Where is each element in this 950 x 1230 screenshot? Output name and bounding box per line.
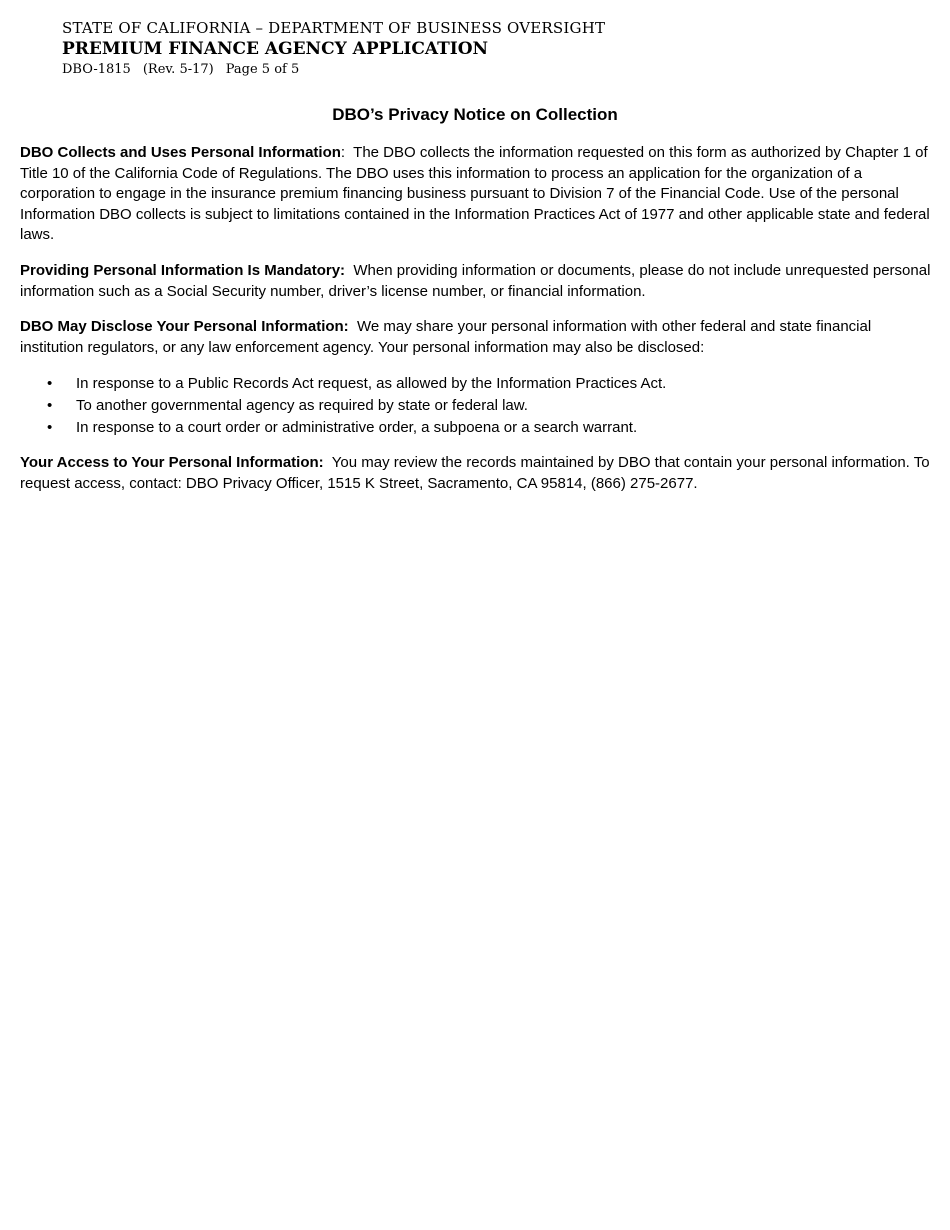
list-item bbox=[20, 373, 932, 395]
agency-name: STATE OF CALIFORNIA – DEPARTMENT OF BUSINESS OVERSIGHT bbox=[62, 19, 606, 37]
notice-content bbox=[20, 143, 932, 510]
list-item-text: In response to a Public Records Act request, as allowed by the Information Practices Act. bbox=[76, 375, 667, 393]
section-body: The DBO collects the information requested on this form as authorized by Chapter 1 of Title 10 of the California Code of Regulations. The DBO uses this information to process an application for the organization of a corporation to engage in the insurance premium financing business pursuant to Division 7 of the Financial Code. Use of the personal Information DBO collects is subject to limitations contained in the Information Practices Act of 1977 and other applicable state and federal laws. bbox=[20, 144, 930, 244]
list-item bbox=[20, 395, 932, 417]
section-heading-separator: : bbox=[340, 144, 346, 161]
section-heading: DBO May Disclose Your Personal Information: bbox=[20, 318, 349, 336]
section-access bbox=[20, 453, 932, 494]
section-body: You may review the records maintained by DBO that contain your personal information. To request access, contact: DBO Privacy Officer, 1515 K Street, Sacramento, CA 95814, (866) 275-2677. bbox=[20, 454, 930, 492]
section-disclose bbox=[20, 317, 932, 358]
form-number: DBO-1815 bbox=[62, 62, 131, 77]
notice-title: DBO’s Privacy Notice on Collection bbox=[332, 105, 618, 124]
section-collects-uses bbox=[20, 143, 932, 246]
section-body: When providing information or documents, please do not include unrequested personal information such as a Social Security number, driver’s license number, or financial information. bbox=[20, 261, 931, 300]
list-item-text: In response to a court order or administrative order, a subpoena or a search warrant. bbox=[76, 419, 638, 437]
section-body: We may share your personal information with other federal and state financial institution regulators, or any law enforcement agency. Your personal information may also be disclosed: bbox=[20, 318, 872, 356]
bullet-icon: • bbox=[47, 419, 53, 437]
form-header bbox=[62, 18, 605, 78]
section-heading: Providing Personal Information Is Mandatory: bbox=[20, 261, 346, 279]
form-revision: (Rev. 5-17) bbox=[142, 62, 214, 77]
bullet-icon: • bbox=[47, 397, 53, 415]
section-heading: DBO Collects and Uses Personal Information bbox=[20, 144, 341, 161]
list-item-text: To another governmental agency as required by state or federal law. bbox=[76, 397, 528, 415]
section-mandatory bbox=[20, 261, 932, 302]
form-title: PREMIUM FINANCE AGENCY APPLICATION bbox=[62, 39, 489, 59]
disclosure-list bbox=[20, 373, 932, 439]
page-number: Page 5 of 5 bbox=[225, 62, 300, 77]
bullet-icon: • bbox=[47, 375, 53, 393]
list-item bbox=[20, 417, 932, 439]
form-info bbox=[62, 61, 605, 78]
section-heading: Your Access to Your Personal Information: bbox=[20, 454, 324, 472]
